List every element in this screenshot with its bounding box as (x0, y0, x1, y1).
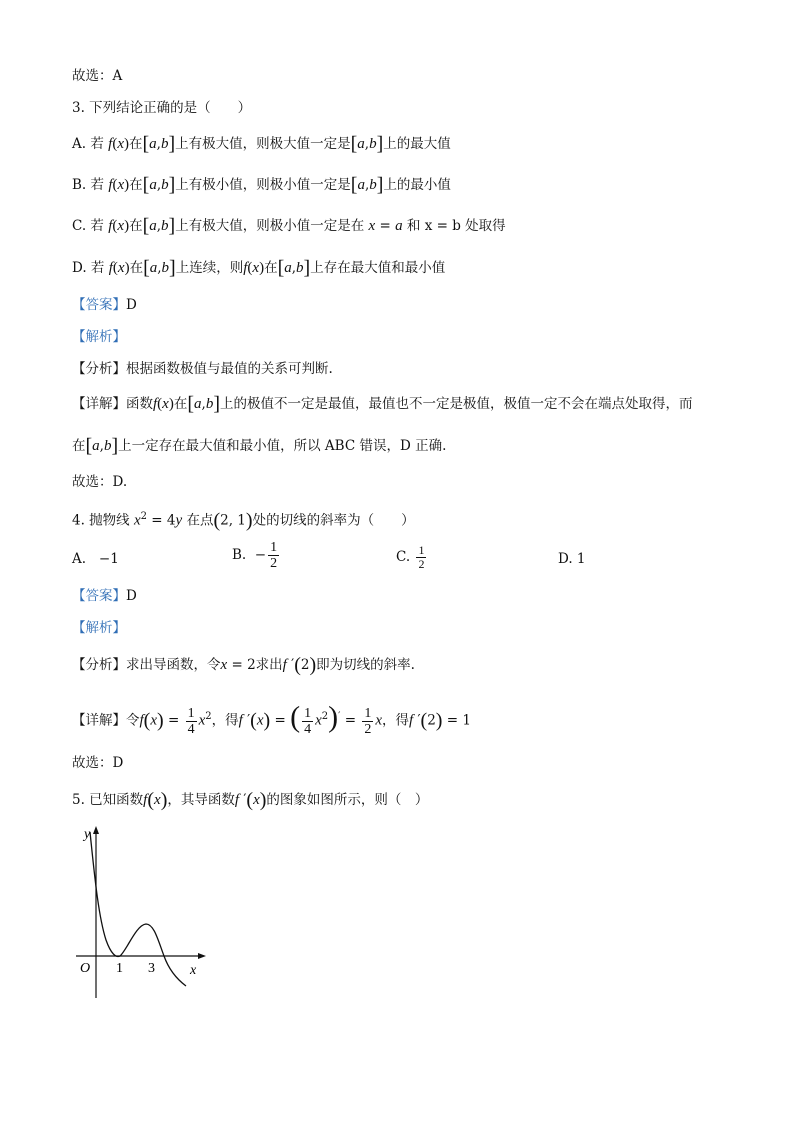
y-axis-arrow (93, 826, 99, 834)
q3-option-a: A. 若 f(x)在[a,b]上有极大值，则极大值一定是[a,b]上的最大值 (72, 133, 451, 155)
prev-answer: 故选：A (72, 68, 123, 84)
origin-label: O (80, 961, 91, 976)
q4-option-d: D. 1 (558, 551, 586, 567)
q3-analysis: 【分析】根据函数极值与最值的关系可判断. (72, 361, 333, 377)
q4-option-b: B. − $\frac{1}{2}$ (232, 540, 278, 571)
q3-detail-2: 在[a,b]上一定存在最大值和最小值，所以 ABC 错误，D 正确. (72, 435, 447, 457)
q4-answer: 【答案】D (72, 588, 137, 604)
tick-3: 3 (148, 961, 155, 976)
q3-option-b: B. 若 f(x)在[a,b]上有极小值，则极小值一定是[a,b]上的最小值 (72, 174, 451, 196)
tick-1: 1 (116, 961, 123, 976)
q5-stem: 5. 已知函数f(x)，其导函数f ′(x)的图象如图所示，则（ ） (72, 789, 429, 811)
q4-option-a: A. −1 (72, 551, 119, 567)
q4-analysis: 【分析】求出导函数，令x = 2求出f ′(2)即为切线的斜率. (72, 654, 415, 676)
q3-answer: 【答案】D (72, 297, 137, 313)
q3-stem: 3. 下列结论正确的是（ ） (72, 100, 252, 116)
q3-option-d: D. 若 f(x)在[a,b]上连续，则f(x)在[a,b]上存在最大值和最小值 (72, 257, 446, 279)
q3-detail-1: 【详解】函数f(x)在[a,b]上的极值不一定是最值，最值也不一定是极值，极值一定不会在端点处取得，而 (72, 393, 693, 415)
derivative-graph (72, 820, 212, 1005)
y-label: y (84, 827, 91, 842)
q4-jiexi: 【解析】 (72, 620, 126, 636)
q4-option-c: C. $\frac{1}{2}$ (396, 543, 425, 571)
q3-jiexi: 【解析】 (72, 329, 126, 345)
q3-final: 故选：D. (72, 474, 128, 490)
q3-option-c: C. 若 f(x)在[a,b]上有极大值，则极小值一定是在 x = a 和 x = b 处取得 (72, 215, 506, 237)
q4-final: 故选：D (72, 755, 124, 771)
derivative-curve (90, 832, 186, 986)
q4-stem: 4. 抛物线 $x^2 = 4y$ 在点(2, 1)处的切线的斜率为（ ） (72, 509, 415, 532)
x-label: x (190, 963, 197, 978)
x-axis-arrow (198, 953, 206, 959)
q4-detail: 【详解】令f(x) = $\frac{1}{4}$ $x^2$，得f ′(x) = ( $\frac{1}{4}$ $x^2)'$ = $\frac{1}{2}$ x，得f ′(2) = 1 (72, 700, 471, 737)
